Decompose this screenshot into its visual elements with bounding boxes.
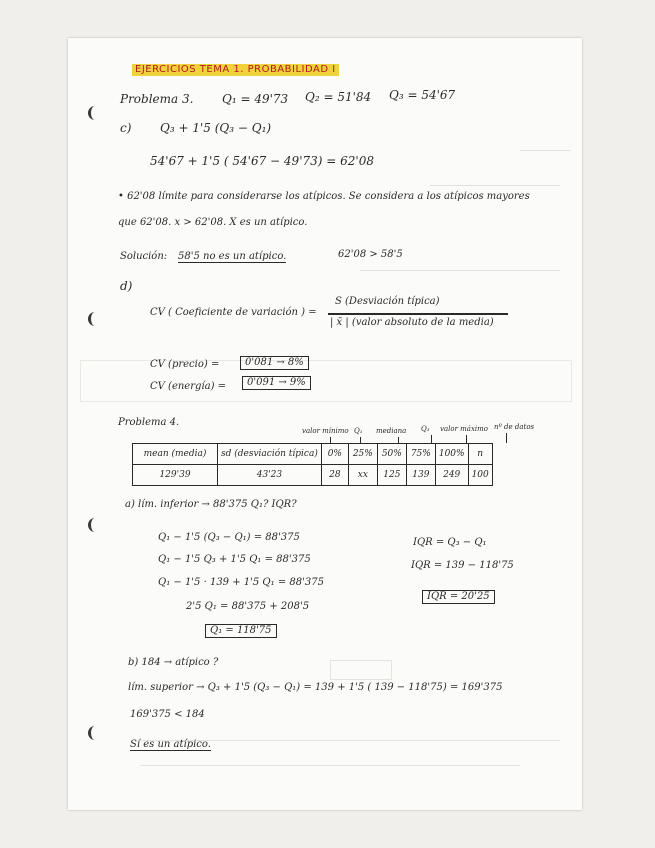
annotation-q3: Q₃ [421, 425, 430, 433]
table-header-cell: 25% [348, 444, 377, 465]
table-header-cell: n [468, 444, 492, 465]
summary-table [132, 443, 493, 486]
binder-hole [88, 106, 103, 120]
cv-numerator: S (Desviación típica) [335, 296, 440, 307]
table-header-cell: 50% [377, 444, 406, 465]
table-header-row [133, 444, 493, 465]
table-cell: 125 [377, 465, 406, 486]
table-cell: 100 [468, 465, 492, 486]
binder-hole [88, 518, 103, 532]
annotation-q1: Q₁ [354, 427, 363, 435]
page-title: EJERCICIOS TEMA 1. PROBABILIDAD I [132, 64, 339, 76]
solution-text: 58'5 no es un atípico. [178, 251, 287, 262]
problem-4-label: Problema 4. [118, 417, 180, 428]
outlier-note-line2: que 62'08. x > 62'08. X es un atípico. [118, 217, 308, 228]
solution-comparison: 62'08 > 58'5 [338, 249, 403, 260]
table-cell: 129'39 [133, 465, 218, 486]
q1-result: Q₁ = 118'75 [205, 624, 277, 638]
solution-label: Solución: [120, 251, 168, 262]
fraction-bar [328, 313, 508, 315]
iqr-result: IQR = 20'25 [422, 590, 495, 604]
cv-precio-value: 0'081 → 8% [240, 356, 309, 370]
annotation-median: mediana [376, 427, 407, 435]
table-cell: 139 [406, 465, 435, 486]
table-header-cell: 75% [406, 444, 435, 465]
part-a-label: a) lím. inferior → 88'375 Q₁? IQR? [125, 499, 297, 510]
iqr-formula: IQR = Q₃ − Q₁ [413, 537, 487, 548]
table-header-cell: sd (desviación típica) [218, 444, 322, 465]
part-b-label: b) 184 → atípico ? [128, 657, 219, 668]
part-b-calculation: lím. superior → Q₃ + 1'5 (Q₃ − Q₁) = 139 + 1'5 ( 139 − 118'75) = 169'375 [128, 682, 503, 693]
cv-denominator: | x̄ | (valor absoluto de la media) [330, 317, 494, 328]
table-header-cell: 0% [321, 444, 348, 465]
equation-1: Q₁ − 1'5 (Q₃ − Q₁) = 88'375 [158, 532, 300, 543]
cv-precio-label: CV (precio) = [150, 359, 220, 370]
part-b-conclusion: Sí es un atípico. [130, 739, 211, 750]
equation-2: Q₁ − 1'5 Q₃ + 1'5 Q₁ = 88'375 [158, 554, 311, 565]
annotation-min: valor mínimo [302, 427, 349, 435]
table-cell: xx [348, 465, 377, 486]
part-b-comparison: 169'375 < 184 [130, 709, 205, 720]
cv-energia-value: 0'091 → 9% [242, 376, 311, 390]
part-d-label: d) [120, 279, 133, 293]
problem-3-label: Problema 3. [120, 92, 194, 106]
annotation-n: nº de datos [494, 423, 535, 431]
q3-value: Q₃ = 54'67 [389, 88, 456, 102]
part-c-label: c) [120, 121, 132, 135]
q2-value: Q₂ = 51'84 [305, 90, 372, 104]
table-header-cell: mean (media) [133, 444, 218, 465]
equation-3: Q₁ − 1'5 · 139 + 1'5 Q₁ = 88'375 [158, 577, 324, 588]
table-header-cell: 100% [435, 444, 468, 465]
table-row [133, 465, 493, 486]
table-cell: 43'23 [218, 465, 322, 486]
part-c-formula: Q₃ + 1'5 (Q₃ − Q₁) [160, 121, 272, 135]
cv-lhs: CV ( Coeficiente de variación ) = [150, 307, 317, 318]
table-cell: 28 [321, 465, 348, 486]
binder-hole [88, 726, 103, 740]
outlier-note-line1: • 62'08 límite para considerarse los atípicos. Se considera a los atípicos mayores [118, 191, 530, 202]
equation-4: 2'5 Q₁ = 88'375 + 208'5 [186, 601, 310, 612]
cv-energia-label: CV (energía) = [150, 381, 227, 392]
binder-hole [88, 312, 103, 326]
iqr-substitution: IQR = 139 − 118'75 [411, 560, 514, 571]
part-c-calculation: 54'67 + 1'5 ( 54'67 − 49'73) = 62'08 [150, 154, 374, 168]
annotation-max: valor máximo [440, 425, 489, 433]
q1-value: Q₁ = 49'73 [222, 92, 289, 106]
table-cell: 249 [435, 465, 468, 486]
